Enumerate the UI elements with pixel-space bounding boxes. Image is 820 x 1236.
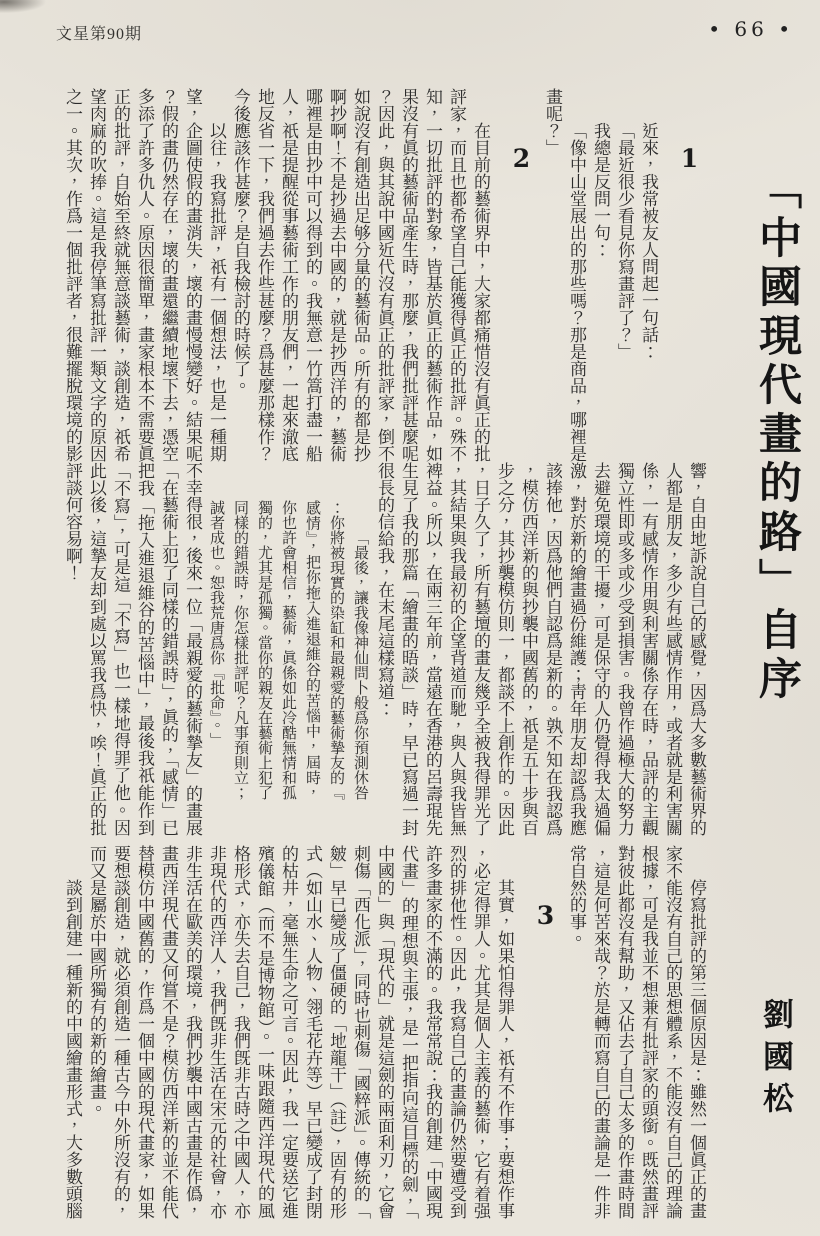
section-number: 2 — [507, 144, 536, 173]
paragraph: 「像中山堂展出的那些嗎？那是商品，哪裡是畫呢？」 — [543, 88, 586, 462]
paragraph: 近來，我常被友人問起一句話： — [639, 122, 658, 360]
publication-title: 文星第90期 — [56, 26, 143, 43]
paragraph: 不幸得很，後來一位「最親愛的藝術摯友」的畫展「在藝術上犯了同樣的錯誤時」，眞的，「感情」已把我「拖入進退維谷的苦惱中」，最後我祇能作到「不寫」，可是這「不寫」也一樣地得罪了他。因此以後，這摯友却到處以罵我爲快，唉！眞正的批評談何容易啊！ — [63, 462, 202, 836]
author-name: 劉國松 — [758, 998, 793, 1124]
paragraph: 其實，如果怕得罪人，祇有不作事；要想作事，必定得罪人。尤其是個人主義的藝術，它有着强烈的排他性。因此，我寫自己的畫論仍然要遭受到許多畫家的不滿的。我常常說：我的創建「中國現代畫」的理想與主張，是一把指向這目標的劍，「中國的」與「現代的」就是這劍的兩面利刃，它會刺傷「西化派」，同時也刺傷「國粹派」。傳統的「皴」早已變成了僵硬的「地龍干」（註），固有的形式（如山水、人物、翎毛花卉等）早已變成了封閉的枯井，毫無生命之可言。因此，我一定要送它進殯儀館（而不是博物館）。一味跟隨西洋現代的風格形式，亦失去自己，我們旣非古時之中國人，亦非現代的西洋人，我們旣非生活在宋元的社會，亦非生活在歐美的環境，我們抄襲中國古畫是作僞，畫西洋現代畫又何嘗不是？模仿西洋新的並不能代替模仿中國舊的，作爲一個中國的現代畫家，如果要想談創造，就必須創造一種古今中外所沒有的，而又是屬於中國所獨有的新的繪畫。 — [87, 845, 514, 1219]
section-number: 1 — [675, 144, 704, 173]
text-band-middle — [33, 462, 708, 836]
letter-quote: 「最後，讓我像神仙問卜般爲你預測休咎：你將被現實的染缸和最親愛的藝術摯友的『感情』，把你拖入進退維谷的苦惱中，屆時，你也許會相信，藝術，眞係如此冷酷無情和孤獨的，尤其是孤獨。當你的親友在藝術上犯了同樣的錯誤時，你怎樣批評呢？凡事預則立；誠者成也。恕我荒唐爲你『批命』。」 — [208, 500, 368, 800]
article-title: 「中國現代畫的路」自序 — [753, 166, 800, 705]
paragraph: 以往，我寫批評，祇有一個想法，也是一種期望，企圖使假的畫消失，壞的畫慢慢變好。結果呢？假的畫仍然存在，壞的畫還繼續地壞下去，憑空多添了許多仇人。原因很簡單，畫家根本不需要眞正的批評，自始至終就無意談藝術，談創造，祇希望肉麻的吹捧。這是我停筆寫批評一類文字的原因之一。其次，作爲一個批評者，很難擺脫環境的影 — [63, 88, 226, 462]
section-number: 3 — [531, 901, 560, 930]
paragraph: 停寫批評的第三個原因是：雖然一個眞正的畫家不能沒有自己的思想體系，不能沒有自己的理論根據，可是我並不想兼有批評家的頭銜。既然畫評對彼此都沒有幫助，又佔去了自己太多的作畫時間，這是何苦來哉？於是轉而寫自己的畫論是一件非常自然的事。 — [567, 845, 706, 1219]
text-band-bottom — [28, 845, 708, 1219]
paragraph: 我總是反問一句： — [591, 122, 610, 258]
text-band-top — [45, 88, 708, 462]
paragraph: 「最近很少看見你寫畫評了？」 — [615, 122, 634, 360]
page-number: • 66 • — [708, 17, 794, 41]
paragraph: 在目前的藝術界中，大家都痛惜沒有眞正的批評家，而且也都希望自己能獲得眞正的批評。殊不知，一切批評的對象，皆基於眞正的藝術作品，如果沒有眞的藝術品產生時，那麼，我們批評甚麼呢？因此，與其說中國近代沒有眞正的批評家，倒不如說沒有創造出足够分量的藝術品。所有的都是抄啊抄啊！不是抄過去中國的，就是抄西洋的，藝術哪裡是由抄中可以得到的。我無意一竹篙打盡一船人，祇是提醒從事藝術工作的朋友們，一起來澈底地反省一下，我們過去作些甚麼？爲甚麼那樣作？今後應該作甚麼？是自我檢討的時候了。 — [231, 88, 490, 462]
paragraph: 談到創建一種新的中國繪畫形式，大多數頭腦 — [63, 879, 82, 1219]
paragraph: 響，自由地訴說自己的感覺，因爲大多數藝術界的人都是朋友，多少有些感情作用，或者就是利害關係，一有感情作用與利害關係存在時，品評的主觀獨立性即或多或少受到損害。我曾作過極大的努力去避免環境的干擾，可是保守的人仍覺得我太過偏激，對於新的繪畫過份維護；靑年朋友却認爲我應該捧他，因爲他們自認爲是新的。孰不知在我認爲，模仿西洋新的與抄襲中國舊的，祇是五十步與百步之分，其抄襲模仿則一，都談不上創作的。因此，日子久了，所有藝壇的畫友幾乎全被我得罪光了，其結果與我最初的企望背道而馳，與人與我皆無裨益。所以，在兩三年前，當遠在香港的呂壽琨先生見了我的那篇「繪畫的晤談」時，早已寫過一封很長的信給我，在末尾這樣寫道： — [375, 462, 706, 836]
